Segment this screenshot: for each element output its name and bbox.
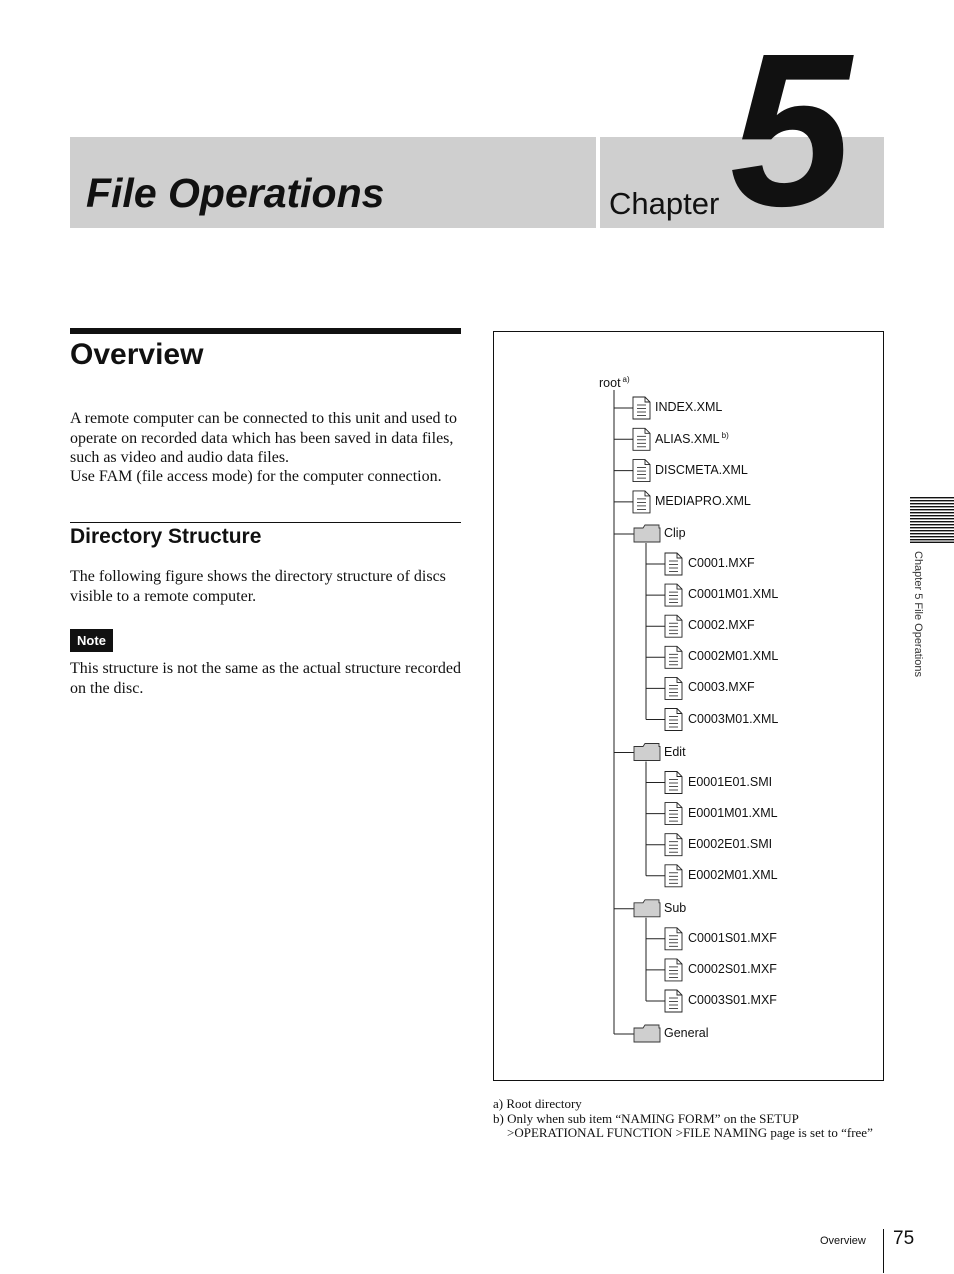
overview-paragraph-2: Use FAM (file access mode) for the computer connection. [70, 468, 442, 485]
file-icon [665, 709, 682, 731]
file-icon [665, 959, 682, 981]
footer-rule [883, 1229, 884, 1273]
directory-structure-heading: Directory Structure [70, 525, 262, 548]
tree-file-label: C0001S01.MXF [688, 930, 777, 945]
directory-paragraph: The following figure shows the directory structure of discs visible to a remote computer. [70, 568, 446, 605]
folder-icon [634, 744, 660, 761]
chapter-title: File Operations [86, 170, 385, 216]
tree-file-label: E0002M01.XML [688, 867, 778, 882]
folder-icon [634, 1025, 660, 1042]
tree-file-label: C0003M01.XML [688, 711, 779, 726]
file-icon [665, 646, 682, 668]
tree-folder-label: General [664, 1026, 709, 1040]
tree-file-label: INDEX.XML [655, 400, 723, 414]
chapter-number: 5 [730, 9, 852, 252]
tree-file-label: MEDIAPRO.XML [655, 493, 751, 508]
tree-file-label: C0002S01.MXF [688, 961, 777, 976]
file-icon [665, 772, 682, 794]
tree-folder-label: Edit [664, 744, 686, 759]
file-icon [665, 803, 682, 825]
tree-folder-label: Clip [664, 526, 686, 540]
file-icon [633, 460, 650, 482]
file-icon [665, 615, 682, 637]
chapter-word: Chapter [609, 186, 720, 221]
file-icon [633, 397, 650, 419]
file-icon [665, 928, 682, 950]
footnote-b-line-1: b) Only when sub item “NAMING FORM” on the SETUP [493, 1111, 799, 1126]
tree-file-label: C0001M01.XML [688, 587, 779, 602]
tree-file-label: E0001E01.SMI [688, 774, 773, 789]
section-rule [70, 328, 461, 334]
file-icon [665, 865, 682, 887]
tree-root-label: root $^{a)}$ [599, 375, 630, 390]
page-number: 75 [893, 1228, 915, 1249]
note-badge: Note [70, 629, 113, 652]
footnote-b-line-2: >OPERATIONAL FUNCTION >FILE NAMING page is set to “free” [507, 1125, 873, 1140]
tree-file-label: C0003S01.MXF [688, 993, 777, 1007]
footnote-a: a) Root directory [493, 1096, 582, 1111]
file-icon [665, 834, 682, 856]
file-icon [633, 428, 650, 450]
overview-heading: Overview [70, 338, 204, 371]
footer-section-label: Overview [820, 1235, 866, 1247]
folder-icon [634, 900, 660, 917]
tree-folder-label: Sub [664, 900, 687, 915]
folder-icon [634, 525, 660, 542]
side-tab-stripes [910, 497, 954, 543]
tree-file-label: E0002E01.SMI [688, 836, 773, 851]
file-icon [665, 677, 682, 699]
tree-file-label: C0002M01.XML [688, 649, 779, 664]
file-icon [665, 990, 682, 1012]
file-icon [665, 584, 682, 606]
overview-paragraph-1: A remote computer can be connected to this unit and used to operate on recorded data which has been saved in data files, such as video and audio data files. [70, 410, 457, 466]
tree-file-label: C0003.MXF [688, 680, 755, 695]
subsection-rule [70, 522, 461, 523]
file-icon [665, 553, 682, 575]
tree-file-label: DISCMETA.XML [655, 462, 748, 477]
side-tab-text: Chapter 5 File Operations [912, 551, 924, 677]
tree-file-label: C0001.MXF [688, 556, 755, 570]
tree-file-label: ALIAS.XML $^{b)}$ [655, 431, 729, 447]
tree-file-label: C0002.MXF [688, 618, 755, 633]
file-icon [633, 491, 650, 513]
tree-file-label: E0001M01.XML [688, 805, 778, 820]
note-text: This structure is not the same as the actual structure recorded on the disc. [70, 660, 461, 697]
